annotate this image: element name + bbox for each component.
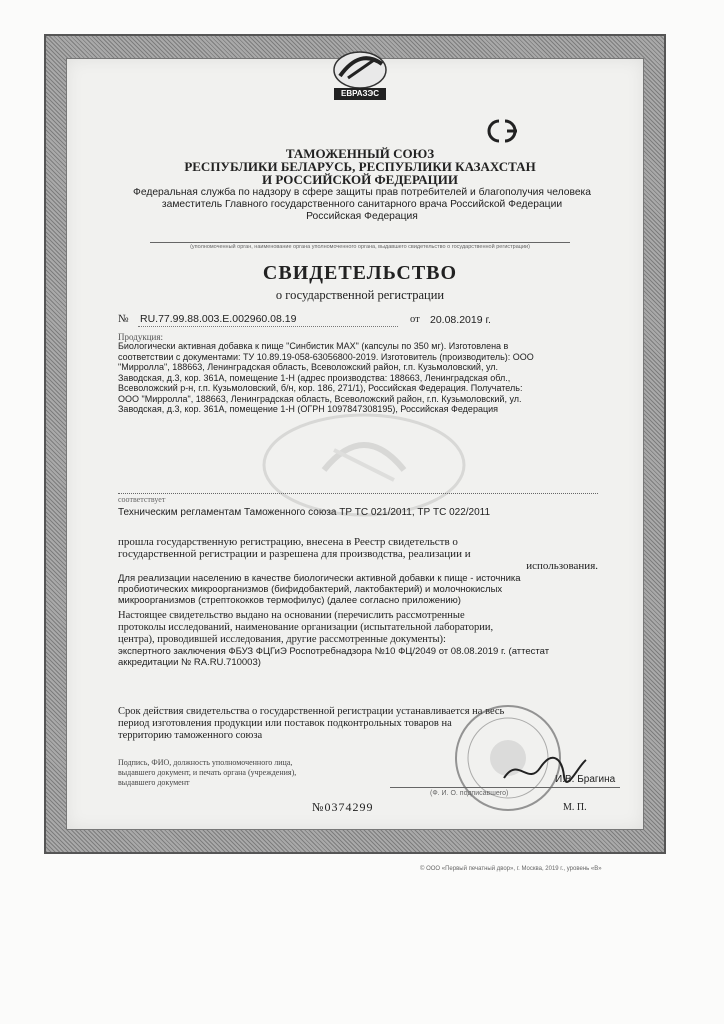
stamp-place-label: М. П. bbox=[563, 802, 587, 813]
logo-text: ЕВРАЗЭС bbox=[340, 89, 379, 98]
union-title-line: И РОССИЙСКОЙ ФЕДЕРАЦИИ bbox=[262, 172, 458, 187]
authority-line: Российская Федерация bbox=[306, 211, 418, 222]
usage-line: Для реализации населению в качестве биологически активной добавки к пище - источника bbox=[118, 573, 521, 584]
validity-line: территорию таможенного союза bbox=[118, 730, 263, 741]
authority-caption: (уполномоченный орган, наименование органа уполномоченного органа, выдавшего свидетельство о государственной регистрации) bbox=[190, 244, 530, 250]
validity-line: период изготовления продукции или поставок подконтрольных товаров на bbox=[118, 718, 452, 729]
registration-passed bbox=[118, 536, 598, 572]
basis-line: Настоящее свидетельство выдано на основании (перечислить рассмотренные bbox=[118, 610, 465, 621]
passed-line: прошла государственную регистрацию, внесена в Реестр свидетельств о bbox=[118, 536, 458, 548]
validity-line: Срок действия свидетельства о государственной регистрации устанавливается на весь bbox=[118, 706, 505, 717]
eaeu-watermark-icon bbox=[254, 410, 474, 520]
product-line: соответствии с документами: ТУ 10.89.19-058-63056800-2019. Изготовитель (производитель): ООО bbox=[118, 351, 534, 362]
passed-line: использования. bbox=[526, 560, 598, 572]
signature-caption-line: Подпись, ФИО, должность уполномоченного лица, bbox=[118, 758, 293, 767]
basis-value-line: аккредитации № RA.RU.710003) bbox=[118, 657, 261, 668]
product-line: Заводская, д.3, кор. 361А, помещение 1-Н (адрес производства: 188663, Ленинградская обл., bbox=[118, 372, 511, 383]
product-line: Биологически активная добавка к пище "Синбистик MAX" (капсулы по 350 мг). Изготовлена в bbox=[118, 341, 509, 351]
basis-line: центра), проводившей исследования, другие рассмотренные документы): bbox=[118, 634, 446, 645]
authority-line: Федеральная служба по надзору в сфере защиты прав потребителей и благополучия человека bbox=[132, 187, 592, 198]
product-line: ООО "Мирролла", 188663, Ленинградская область, Всеволожский район, г.п. Кузьмоловский, ул. bbox=[118, 393, 522, 404]
certificate-subtitle: о государственной регистрации bbox=[275, 288, 445, 302]
se-mark-icon bbox=[477, 116, 527, 146]
signature-caption-line: выдавшего документ, и печать органа (учреждения), bbox=[118, 768, 297, 777]
basis-line: протоколы исследований, наименование организации (испытательной лаборатории, bbox=[118, 622, 494, 633]
basis-block bbox=[118, 610, 598, 646]
certificate-title: СВИДЕТЕЛЬСТВО bbox=[262, 262, 458, 284]
number-label: № bbox=[118, 313, 129, 325]
certificate-number: RU.77.99.88.003.Е.002960.08.19 bbox=[140, 313, 297, 325]
usage-line: микроорганизмов (стрептококков термофилус) (далее согласно приложению) bbox=[118, 595, 461, 606]
product-description bbox=[118, 341, 648, 415]
union-title bbox=[120, 147, 600, 186]
authority-line: заместитель Главного государственного санитарного врача Российской Федерации bbox=[161, 199, 563, 210]
product-label: Продукция: bbox=[118, 332, 163, 342]
signer-caption: (Ф. И. О. подписавшего) bbox=[430, 790, 509, 797]
date-label: от bbox=[410, 314, 420, 325]
authority-block bbox=[84, 187, 640, 223]
compliance-label: соответствует bbox=[118, 495, 166, 504]
printer-info: © ООО «Первый печатный двор», г. Москва, 2019 г., уровень «В» bbox=[420, 866, 602, 872]
usage-line: пробиотических микроорганизмов (бифидобактерий, лактобактерий) и молочнокислых bbox=[118, 584, 503, 595]
union-title-line: РЕСПУБЛИКИ БЕЛАРУСЬ, РЕСПУБЛИКИ КАЗАХСТАН bbox=[184, 159, 536, 174]
usage-block bbox=[118, 573, 638, 606]
blank-number: №0374299 bbox=[312, 800, 374, 814]
signature-caption bbox=[118, 758, 388, 788]
product-line: Всеволожский р-н, г.п. Кузьмоловский, б/н, кор. 186, 271/1), Российская Федерация. Получатель: bbox=[118, 383, 523, 393]
product-line: Заводская, д.3, кор. 361А, помещение 1-Н (ОГРН 1097847308195), Российская Федерация bbox=[118, 404, 499, 414]
union-title-line: ТАМОЖЕННЫЙ СОЮЗ bbox=[285, 146, 435, 161]
basis-value-line: экспертного заключения ФБУЗ ФЦГиЭ Роспотребнадзора №10 ФЦ/2049 от 08.08.2019 г. (аттестат bbox=[118, 646, 550, 657]
compliance-text: Техническим регламентам Таможенного союза ТР ТС 021/2011, ТР ТС 022/2011 bbox=[118, 507, 491, 518]
signer-name: И.В. Брагина bbox=[555, 774, 616, 785]
certificate-date: 20.08.2019 г. bbox=[430, 314, 491, 326]
passed-line: государственной регистрации и разрешена для производства, реализации и bbox=[118, 548, 471, 560]
basis-value bbox=[118, 646, 638, 668]
signature-caption-line: выдавшего документ bbox=[118, 778, 190, 787]
product-line: "Мирролла", 188663, Ленинградская область, Всеволожский район, г.п. Кузьмоловский, ул. bbox=[118, 362, 499, 372]
